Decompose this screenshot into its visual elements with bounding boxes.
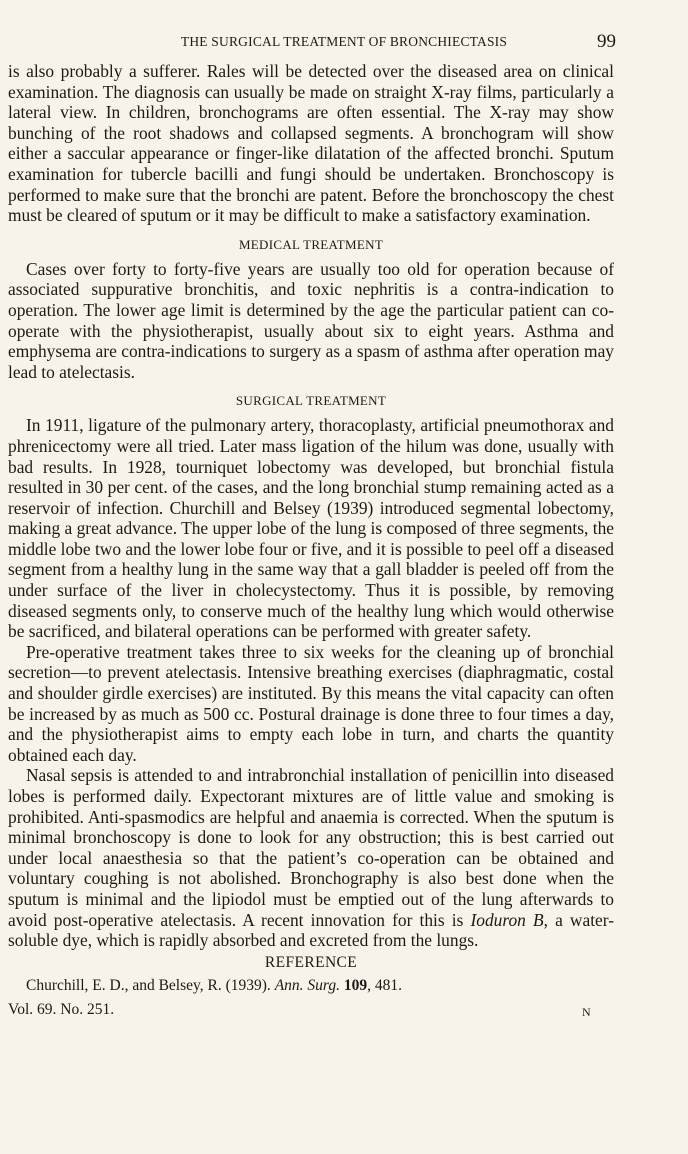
paragraph-surgical-history: In 1911, ligature of the pulmonary artery, thoracoplasty, artificial pneumothorax and phrenicectomy were all tried. Later mass ligation of the hilum was done, usually with bad results. In 1928, tourniquet lobectomy was developed, but bronchial fistula resulted in 30 per cent. of the cases, and the long bronchial stump remaining acted as a reservoir of infection. Churchill and Belsey (1939) introduced segmental lobectomy, making a great advance. The upper lobe of the lung is composed of three segments, the middle lobe two and the lower lobe four or five, and it is possible to peel off a diseased segment from a healthy lung in the same way that a gall bladder is peeled off from the under surface of the liver in cholecystectomy. Thus it is possible, by removing diseased segments only, to conserve much of the healthy lung which would otherwise be sacrificed, and bilateral operations can be performed with greater safety. bbox=[8, 415, 614, 642]
surgical-treatment-heading: SURGICAL TREATMENT bbox=[235, 393, 387, 409]
reference-pages: , 481. bbox=[367, 976, 402, 994]
medical-treatment-heading: MEDICAL TREATMENT bbox=[238, 236, 384, 252]
footer-line bbox=[8, 1000, 614, 1020]
paragraph-medical-treatment: Cases over forty to forty-five years are usually too old for operation because of associated suppurative bronchitis, and toxic nephritis is a contra-indication to operation. The lower age limit is determined by the age the particular patient can co-operate with the physiotherapist, usually about six to eight years. Asthma and emphysema are contra-indications to surgery as a spasm of asthma after operation may lead to atelectasis. bbox=[8, 258, 614, 382]
paragraph-text: , a water-soluble dye, which is rapidly absorbed and excreted from the lungs. bbox=[8, 909, 614, 951]
reference-volume: 109 bbox=[340, 976, 368, 994]
reference-journal: Ann. Surg. bbox=[274, 976, 340, 994]
paragraph-text: Nasal sepsis is attended to and intrabronchial installation of penicillin into diseased lobes is performed daily. Expectorant mixtures are of little value and smoking is prohibited. Anti-spasmodics are helpful and anaemia is corrected. When the sputum is minimal bronchoscopy is done to look for any obstruction; this is best carried out under local anaesthesia so that the patient’s co-operation can be obtained and voluntary coughing is not abolished. Bronchography is also best done when the sputum is minimal and the lipiodol must be emptied out of the lung afterwards to avoid post-operative atelectasis. A recent innovation for this is bbox=[8, 765, 614, 930]
signature-mark: N bbox=[582, 1004, 591, 1019]
running-head bbox=[8, 32, 680, 52]
reference-heading: REFERENCE bbox=[264, 953, 358, 971]
drug-name: Ioduron B bbox=[470, 909, 544, 930]
paragraph-nasal-sepsis bbox=[8, 765, 614, 950]
paragraph-diagnosis: is also probably a sufferer. Rales will be detected over the diseased area on clinical examination. The diagnosis can usually be made on straight X-ray films, particularly a lateral view. In children, bronchograms are often essential. The X-ray may show bunching of the root shadows and collapsed segments. A bronchogram will show either a saccular appearance or finger-like dilatation of the affected bronchi. Sputum examination for tubercle bacilli and fungi should be undertaken. Bronchoscopy is performed to make sure that the bronchi are patent. Before the bronchoscopy the chest must be cleared of sputum or it may be difficult to make a satisfactory examination. bbox=[8, 61, 614, 226]
body-text bbox=[8, 61, 614, 1020]
volume-number: Vol. 69. No. 251. bbox=[8, 1000, 115, 1018]
paragraph-pre-operative: Pre-operative treatment takes three to six weeks for the cleaning up of bronchial secretion—to prevent atelectasis. Intensive breathing exercises (diaphragmatic, costal and shoulder girdle exercises) are instituted. By this means the vital capacity can often be increased by as much as 500 cc. Postural drainage is done three to four times a day, and the physiotherapist aims to empty each lobe in turn, and charts the quantity obtained each day. bbox=[8, 641, 614, 765]
page-number: 99 bbox=[597, 31, 616, 52]
running-title: THE SURGICAL TREATMENT OF BRONCHIECTASIS bbox=[180, 34, 508, 49]
reference-authors: Churchill, E. D., and Belsey, R. (1939). bbox=[26, 976, 275, 994]
reference-entry bbox=[26, 976, 614, 996]
